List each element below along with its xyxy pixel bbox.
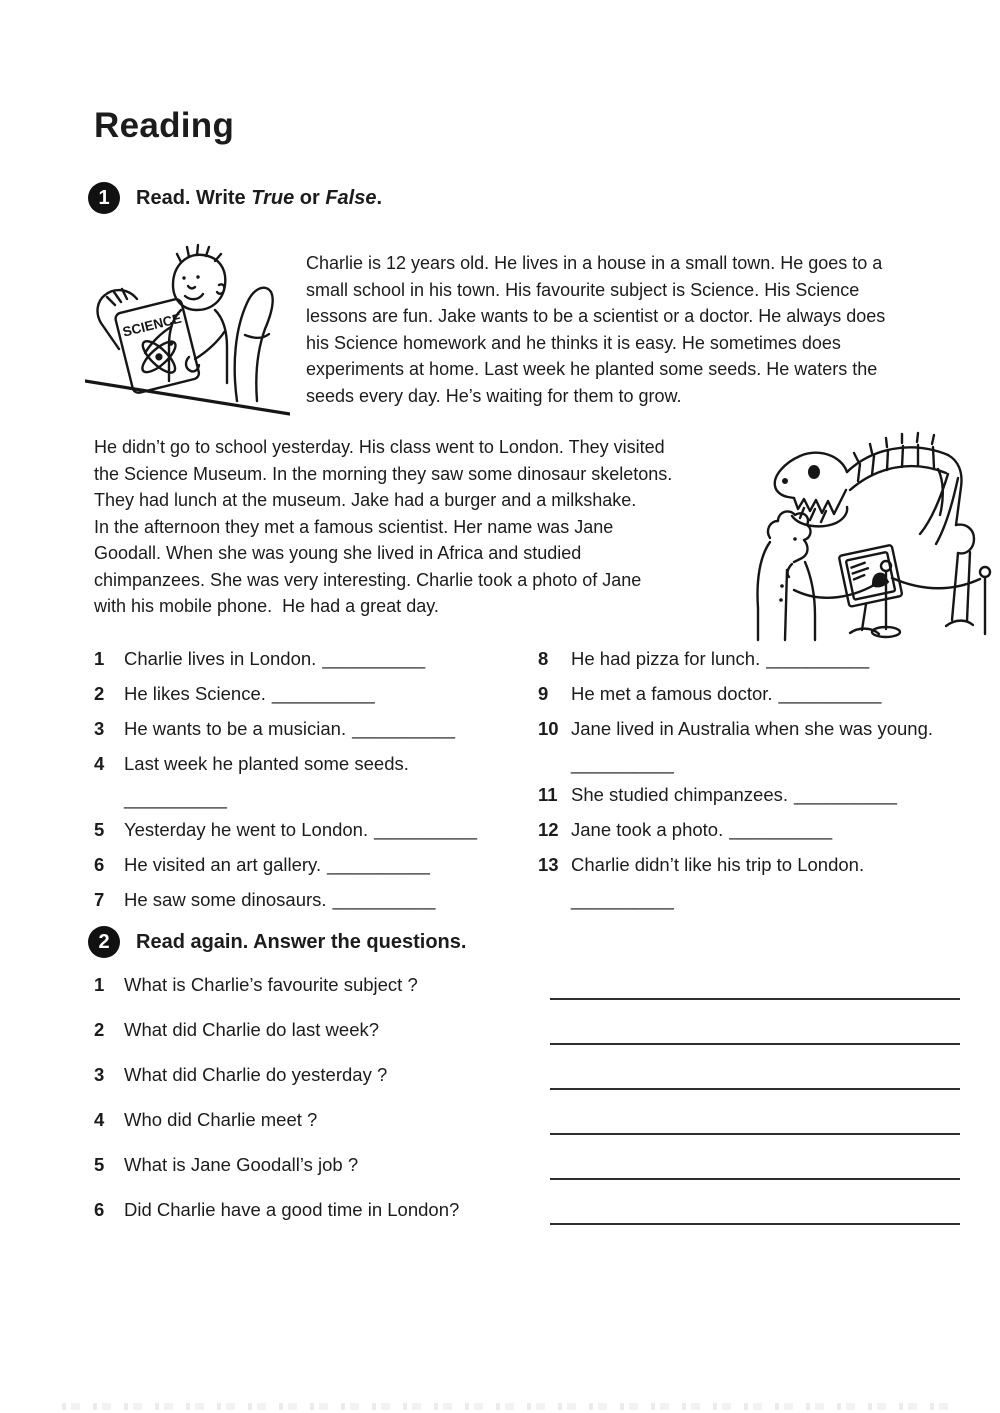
item-text: He had pizza for lunch.: [571, 648, 761, 669]
true-false-blank[interactable]: __________: [571, 753, 674, 774]
exercise-2-header: [88, 926, 466, 958]
question-number: 6: [94, 1199, 105, 1220]
question: [94, 1197, 550, 1223]
dinosaur-skeleton-illustration: [752, 428, 997, 648]
tf-item: [94, 716, 544, 742]
question-row: [94, 1107, 960, 1152]
answer-line[interactable]: [550, 972, 960, 1000]
item-number: 5: [94, 819, 105, 840]
tf-item: [538, 852, 1000, 878]
question-row: [94, 1017, 960, 1062]
tf-item: [538, 782, 1000, 808]
true-false-blank[interactable]: __________: [271, 683, 375, 704]
item-text: Last week he planted some seeds.: [124, 753, 409, 774]
answer-questions-list: [94, 972, 960, 1242]
question-number: 4: [94, 1109, 105, 1130]
item-number: 13: [538, 854, 559, 875]
passage-line: seeds every day. He’s waiting for them to grow.: [306, 385, 682, 406]
tf-item: [538, 646, 1000, 672]
question-row: [94, 1152, 960, 1197]
exercise-1-header: [88, 182, 382, 214]
question-number: 1: [94, 974, 105, 995]
item-number: 9: [538, 683, 549, 704]
passage-line: the Science Museum. In the morning they saw some dinosaur skeletons.: [94, 463, 673, 484]
item-text: He visited an art gallery.: [124, 854, 322, 875]
item-text: Charlie lives in London.: [124, 648, 317, 669]
tf-item: [538, 716, 1000, 742]
passage-line: They had lunch at the museum. Jake had a burger and a milkshake.: [94, 490, 637, 510]
true-false-blank[interactable]: __________: [778, 683, 882, 704]
passage-line: experiments at home. Last week he planted some seeds. He waters the: [306, 359, 878, 379]
science-book-label: SCIENCE: [121, 310, 183, 340]
item-text: She studied chimpanzees.: [571, 784, 788, 805]
tf-item: [94, 681, 544, 707]
passage-line: He didn’t go to school yesterday. His class went to London. They visited: [94, 437, 665, 457]
true-false-blank[interactable]: __________: [729, 819, 833, 840]
question: [94, 972, 550, 998]
item-number: 12: [538, 819, 559, 840]
item-number: 1: [94, 648, 105, 669]
item-number: 3: [94, 718, 105, 739]
true-false-blank[interactable]: __________: [794, 784, 897, 805]
item-text: Jane lived in Australia when she was young.: [571, 718, 933, 739]
exercise-2-number-badge: 2: [88, 926, 120, 958]
item-text: He likes Science.: [124, 683, 266, 704]
passage-line: with his mobile phone. He had a great day.: [94, 596, 439, 616]
reading-passage-2: [94, 434, 672, 620]
boy-reading-illustration: [85, 233, 290, 428]
true-false-blank[interactable]: __________: [124, 788, 227, 809]
item-number: 6: [94, 854, 105, 875]
question-number: 3: [94, 1064, 105, 1085]
answer-line[interactable]: [550, 1152, 960, 1180]
true-false-blank[interactable]: __________: [571, 889, 674, 910]
tf-item-blank-row: [538, 887, 1000, 913]
passage-line: small school in his town. His favourite subject is Science. His Science: [306, 279, 860, 300]
answer-line[interactable]: [550, 1107, 960, 1135]
tf-items-right-column: [538, 646, 1000, 918]
question: [94, 1062, 550, 1088]
true-false-blank[interactable]: __________: [322, 648, 426, 669]
passage-line: chimpanzees. She was very interesting. Charlie took a photo of Jane: [94, 569, 642, 590]
item-number: 8: [538, 648, 549, 669]
exercise-2-heading: Read again. Answer the questions.: [136, 930, 467, 953]
item-number: 7: [94, 889, 105, 910]
passage-line: his Science homework and he thinks it is easy. He sometimes does: [306, 332, 841, 353]
question-text: What did Charlie do last week?: [124, 1019, 380, 1040]
tf-item: [94, 751, 544, 777]
passage-line: Goodall. When she was young she lived in Africa and studied: [94, 543, 582, 563]
tf-item-blank-row: [94, 786, 544, 812]
answer-line[interactable]: [550, 1197, 960, 1225]
question-text: What is Charlie’s favourite subject ?: [124, 974, 418, 995]
question-text: Who did Charlie meet ?: [124, 1109, 318, 1130]
tf-item: [538, 681, 1000, 707]
item-number: 4: [94, 753, 105, 774]
tf-item-blank-row: [538, 751, 1000, 777]
question-text: What did Charlie do yesterday ?: [124, 1064, 388, 1085]
question-text: What is Jane Goodall’s job ?: [124, 1154, 359, 1175]
answer-line[interactable]: [550, 1062, 960, 1090]
exercise-1-number-badge: 1: [88, 182, 120, 214]
heading-italic-false: False: [325, 186, 377, 209]
question-number: 5: [94, 1154, 105, 1175]
true-false-blank[interactable]: __________: [374, 819, 478, 840]
tf-item: [94, 887, 544, 913]
true-false-blank[interactable]: __________: [327, 854, 430, 875]
true-false-blank[interactable]: __________: [766, 648, 870, 669]
tf-item: [94, 646, 544, 672]
heading-text: .: [376, 186, 383, 209]
true-false-blank[interactable]: __________: [352, 718, 455, 739]
item-text: He wants to be a musician.: [124, 718, 347, 739]
answer-line[interactable]: [550, 1017, 960, 1045]
item-text: Charlie didn’t like his trip to London.: [571, 854, 865, 875]
cut-off-text-fragments: [62, 1403, 955, 1410]
item-text: Yesterday he went to London.: [124, 819, 369, 840]
question-row: [94, 1197, 960, 1242]
passage-line: Charlie is 12 years old. He lives in a house in a small town. He goes to a: [306, 253, 883, 273]
tf-item: [538, 817, 1000, 843]
item-number: 11: [538, 784, 558, 805]
passage-line: In the afternoon they met a famous scientist. Her name was Jane: [94, 516, 614, 537]
page-title: Reading: [94, 106, 235, 145]
item-number: 10: [538, 718, 559, 739]
question-text: Did Charlie have a good time in London?: [124, 1199, 460, 1220]
item-text: He met a famous doctor.: [571, 683, 773, 704]
question-number: 2: [94, 1019, 105, 1040]
question: [94, 1107, 550, 1133]
heading-italic-true: True: [251, 186, 295, 209]
question: [94, 1152, 550, 1178]
reading-passage-1: [306, 250, 885, 409]
tf-items-left-column: [94, 646, 544, 922]
tf-item: [94, 817, 544, 843]
heading-text: or: [294, 186, 326, 209]
question-row: [94, 972, 960, 1017]
question-row: [94, 1062, 960, 1107]
question: [94, 1017, 550, 1043]
item-number: 2: [94, 683, 105, 704]
item-text: Jane took a photo.: [571, 819, 724, 840]
true-false-blank[interactable]: __________: [332, 889, 436, 910]
heading-text: Read. Write: [136, 186, 252, 209]
exercise-1-heading: [136, 187, 382, 210]
tf-item: [94, 852, 544, 878]
passage-line: lessons are fun. Jake wants to be a scientist or a doctor. He always does: [306, 306, 886, 326]
item-text: He saw some dinosaurs.: [124, 889, 327, 910]
